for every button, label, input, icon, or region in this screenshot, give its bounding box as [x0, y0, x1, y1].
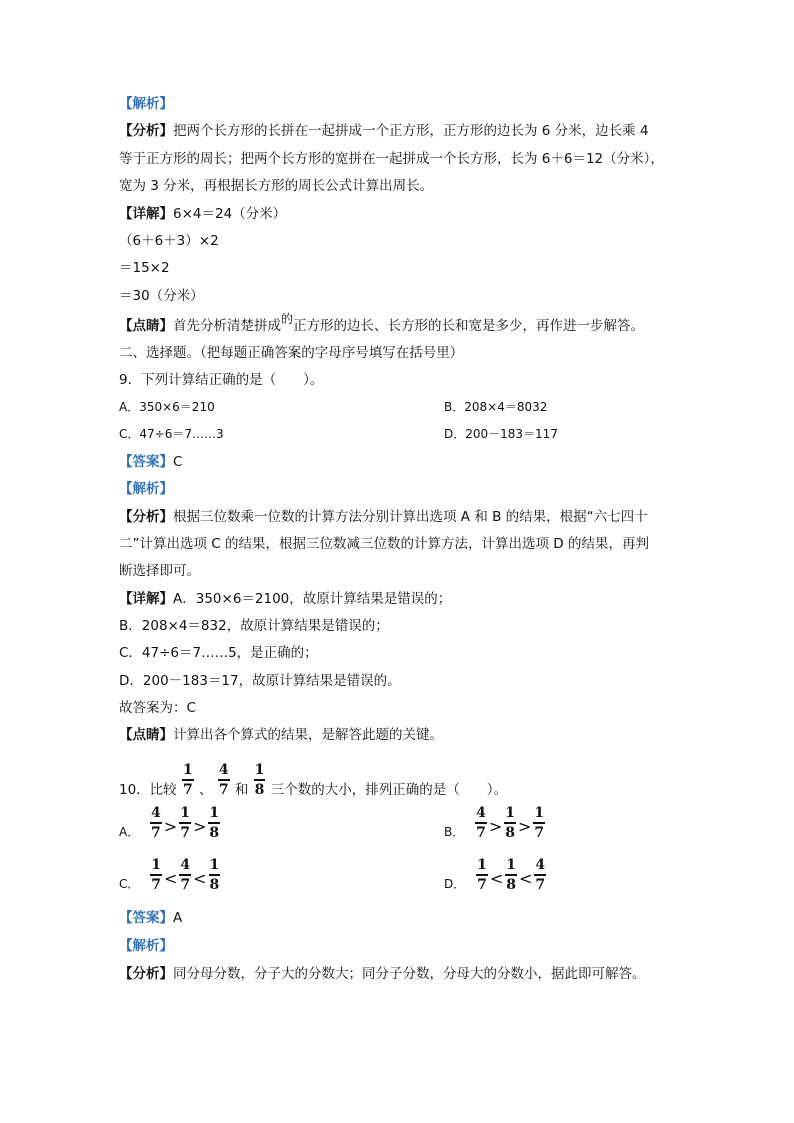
q9-stem: 9．下列计算结正确的是（ ）。 — [119, 372, 324, 388]
q10-stem — [119, 758, 507, 802]
xiangjie-text: 6×4＝24（分米） — [173, 206, 287, 222]
q9-xiangjie-line — [119, 589, 451, 609]
q10-jiexi-heading: 【解析】 — [119, 938, 173, 954]
q10-answer-line — [119, 908, 182, 928]
q9-dianjing-line — [119, 725, 443, 745]
q9-jiexi-heading: 【解析】 — [119, 481, 173, 497]
fenxi-line — [119, 121, 649, 141]
dianjing-text: 计算出各个算式的结果，是解答此题的关键。 — [173, 727, 443, 743]
q9-answer-line — [119, 452, 182, 472]
jiexi-heading: 【解析】 — [119, 96, 173, 112]
q10-stem-tail: 三个数的大小，排列正确的是（ ）。 — [270, 782, 507, 798]
xiangjie-tag: 【详解】 — [119, 591, 173, 607]
fraction: $\frac{1}{7}$ — [180, 805, 190, 841]
q10-number: 10．比较 — [119, 782, 177, 798]
answer-tag: 【答案】 — [119, 910, 173, 926]
fraction: $\frac{4}{7}$ — [535, 857, 546, 893]
fraction: $\frac{1}{8}$ — [254, 762, 265, 798]
dianjing-line — [119, 312, 645, 336]
fraction: $\frac{1}{8}$ — [506, 857, 516, 893]
dianjing-tag: 【点睛】 — [119, 318, 173, 334]
q9-fenxi-line — [119, 507, 648, 527]
q9-option-b: B．208×4＝8032 — [444, 400, 548, 414]
xiangjie-text: A．350×6＝2100，故原计算结果是错误的； — [173, 591, 452, 607]
q10-option-d: D． $\frac{1}{7}$ < $\frac{1}{8}$ < $\frac{4}{7}$ — [444, 857, 546, 893]
section-heading: 二、选择题。（把每题正确答案的字母序号填写在括号里） — [119, 345, 464, 361]
fenxi-text: 把两个长方形的长拼在一起拼成一个正方形，正方形的边长为 6 分米，边长乘 4 — [173, 123, 649, 139]
answer-value: A — [173, 910, 183, 926]
fraction: $\frac{4}{7}$ — [151, 805, 161, 841]
fraction: $\frac{1}{7}$ — [151, 857, 161, 893]
xiangjie-line — [119, 204, 286, 224]
q10-fenxi-line — [119, 964, 646, 984]
fenxi-text: 根据三位数乘一位数的计算方法分别计算出选项 A 和 B 的结果，根据“六七四十 — [173, 509, 648, 525]
dianjing-text-b: 正方形的边长、长方形的长和宽是多少，再作进一步解答。 — [293, 318, 645, 334]
fraction: $\frac{1}{8}$ — [209, 805, 220, 841]
answer-tag: 【答案】 — [119, 454, 173, 470]
q9-option-d: D．200－183＝117 — [444, 427, 558, 441]
fraction: $\frac{4}{7}$ — [476, 805, 486, 841]
answer-value: C — [173, 454, 183, 470]
q9-xiangjie-3: C．47÷6＝7……5，是正确的； — [119, 645, 318, 661]
fraction: $\frac{1}{8}$ — [505, 805, 515, 841]
fenxi-tag: 【分析】 — [119, 966, 173, 982]
dianjing-sup: 的 — [281, 312, 294, 326]
xiangjie-text-4: ＝30（分米） — [119, 288, 204, 304]
fraction: $\frac{1}{7}$ — [534, 805, 545, 841]
q9-option-a: A．350×6＝210 — [119, 400, 215, 414]
xiangjie-tag: 【详解】 — [119, 206, 173, 222]
q10-option-a: A． $\frac{4}{7}$ > $\frac{1}{7}$ > $\frac{1}{8}$ — [119, 805, 220, 841]
fenxi-text-2: 等于正方形的周长；把两个长方形的宽拼在一起拼成一个长方形，长为 6＋6＝12（分米）， — [119, 151, 664, 167]
fenxi-tag: 【分析】 — [119, 509, 173, 525]
q9-final-answer: 故答案为：C — [119, 700, 196, 716]
fraction: $\frac{4}{7}$ — [180, 857, 191, 893]
q10-option-b: B． $\frac{4}{7}$ > $\frac{1}{8}$ > $\frac{1}{7}$ — [444, 805, 545, 841]
q9-xiangjie-4: D．200－183＝17，故原计算结果是错误的。 — [119, 673, 401, 689]
dianjing-tag: 【点睛】 — [119, 727, 173, 743]
fenxi-text-3: 宽为 3 分米，再根据长方形的周长公式计算出周长。 — [119, 178, 434, 194]
q9-fenxi-2: 二”计算出选项 C 的结果，根据三位数减三位数的计算方法，计算出选项 D 的结果，再判 — [119, 536, 649, 552]
dianjing-text-a: 首先分析清楚拼成 — [173, 318, 281, 334]
fenxi-tag: 【分析】 — [119, 123, 173, 139]
xiangjie-text-3: ＝15×2 — [119, 260, 170, 276]
fraction: $\frac{4}{7}$ — [218, 762, 229, 798]
fraction: $\frac{1}{7}$ — [477, 857, 487, 893]
fraction: $\frac{1}{7}$ — [182, 762, 193, 798]
q9-option-c: C．47÷6＝7……3 — [119, 427, 224, 441]
q9-xiangjie-2: B．208×4＝832，故原计算结果是错误的； — [119, 618, 389, 634]
separator: 、 — [199, 782, 213, 798]
separator: 和 — [234, 782, 249, 798]
fraction: $\frac{1}{8}$ — [209, 857, 220, 893]
fenxi-text: 同分母分数，分子大的分数大；同分子分数，分母大的分数小，据此即可解答。 — [173, 966, 646, 982]
xiangjie-text-2: （6＋6＋3）×2 — [119, 233, 219, 249]
q10-option-c: C． $\frac{1}{7}$ < $\frac{4}{7}$ < $\frac{1}{8}$ — [119, 857, 220, 893]
q9-fenxi-3: 断选择即可。 — [119, 563, 200, 579]
